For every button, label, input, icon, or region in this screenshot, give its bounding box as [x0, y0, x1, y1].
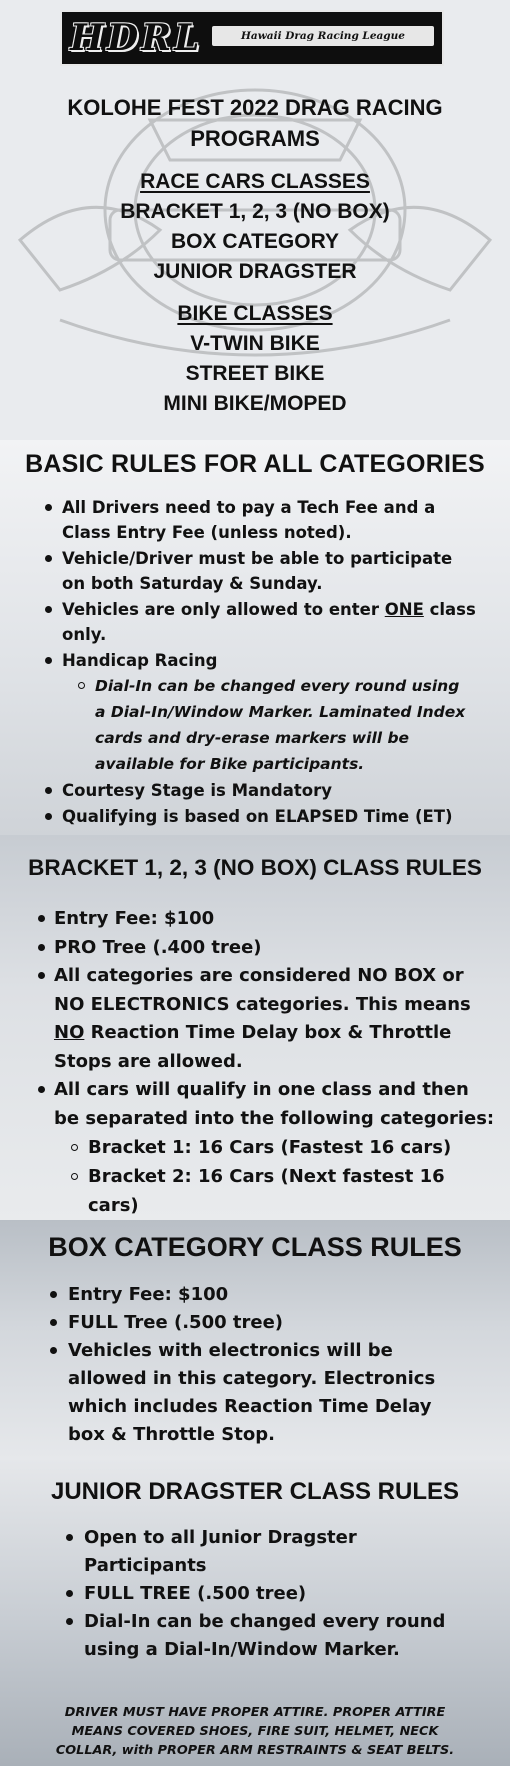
rule-text-part: Vehicles are only allowed to enter [62, 600, 385, 619]
headline-title-line2: PROGRAMS [190, 126, 320, 151]
rule-item [0, 597, 510, 647]
race-cars-item: BOX CATEGORY [170, 230, 339, 253]
logo-sub-text: Hawaii Drag Racing League [212, 26, 434, 46]
bike-class-item: MINI BIKE/MOPED [163, 392, 347, 415]
bracket-rules-list [0, 905, 510, 1220]
rule-text: Handicap Racing [62, 651, 218, 670]
junior-rules-list [0, 1524, 510, 1664]
race-cars-item: JUNIOR DRAGSTER [153, 260, 357, 283]
hdrl-logo [60, 10, 444, 66]
rule-text-part: All categories are considered NO BOX or NO ELECTRONICS categories. This means [54, 965, 471, 1015]
rule-text-part: Reaction Time Delay box & Throttle Stops are allowed. [54, 1022, 452, 1072]
handicap-sub-list [62, 673, 476, 777]
sub-rule-item: Bracket 2: 16 Cars (Next fastest 16 cars) [54, 1162, 496, 1220]
race-cars-heading: RACE CARS CLASSES [140, 170, 370, 193]
rule-item: FULL Tree (.500 tree) [0, 1309, 510, 1337]
bracket-rules-section [0, 835, 510, 1220]
bike-class-item: STREET BIKE [185, 362, 325, 385]
headline-title-line1: KOLOHE FEST 2022 DRAG RACING [67, 95, 443, 120]
rule-item: All Drivers need to pay a Tech Fee and a Class Entry Fee (unless noted). [0, 495, 510, 545]
basic-rules-section [0, 440, 510, 835]
rule-item: Entry Fee: $100 [0, 905, 510, 934]
junior-rules-title: JUNIOR DRAGSTER CLASS RULES [50, 1478, 460, 1505]
sub-rule-item: Dial-In can be changed every round using a Dial-In/Window Marker. Laminated Index cards and dry-erase markers will be available for Bike participants. [62, 673, 476, 777]
rule-item: FULL TREE (.500 tree) [0, 1580, 510, 1608]
box-rules-title: BOX CATEGORY CLASS RULES [48, 1232, 462, 1262]
rule-item [0, 962, 510, 1076]
rule-item [0, 648, 510, 777]
rule-emphasis: NO [54, 1022, 85, 1043]
rule-item: Vehicles with electronics will be allowed in this category. Electronics which includes Reaction Time Delay box & Throttle Stop. [0, 1337, 510, 1449]
bike-class-item: V-TWIN BIKE [190, 332, 320, 355]
bracket-sub-list [54, 1133, 496, 1220]
junior-dragster-rules-section [0, 1460, 510, 1766]
program-headline [0, 92, 510, 419]
rule-item: Qualifying is based on ELAPSED Time (ET) [0, 804, 510, 829]
rule-item: Dial-In can be changed every round using a Dial-In/Window Marker. [0, 1608, 510, 1664]
rule-item: PRO Tree (.400 tree) [0, 934, 510, 963]
basic-rules-list [0, 495, 510, 829]
logo-main-text: HDRL [70, 17, 203, 59]
box-rules-list [0, 1281, 510, 1449]
rule-emphasis: ONE [384, 600, 424, 619]
rule-item: Vehicle/Driver must be able to participate on both Saturday & Sunday. [0, 546, 510, 596]
sub-rule-item: Bracket 1: 16 Cars (Fastest 16 cars) [54, 1133, 496, 1162]
bracket-rules-title: BRACKET 1, 2, 3 (NO BOX) CLASS RULES [28, 855, 482, 880]
rule-text: All cars will qualify in one class and then be separated into the following categories: [54, 1079, 495, 1129]
race-cars-item: BRACKET 1, 2, 3 (NO BOX) [120, 200, 390, 223]
rule-item: Courtesy Stage is Mandatory [0, 778, 510, 803]
rule-item: Entry Fee: $100 [0, 1281, 510, 1309]
rule-item: Open to all Junior Dragster Participants [0, 1524, 510, 1580]
attire-footnote: DRIVER MUST HAVE PROPER ATTIRE. PROPER ATTIRE MEANS COVERED SHOES, FIRE SUIT, HELMET, NECK COLLAR, with PROPER ARM RESTRAINTS & SEAT BELTS. [55, 1704, 455, 1758]
box-category-rules-section [0, 1220, 510, 1460]
bike-classes-heading: BIKE CLASSES [177, 302, 333, 325]
basic-rules-title: BASIC RULES FOR ALL CATEGORIES [25, 450, 485, 478]
rule-text-part: class only. [62, 600, 476, 644]
rule-item [0, 1076, 510, 1220]
